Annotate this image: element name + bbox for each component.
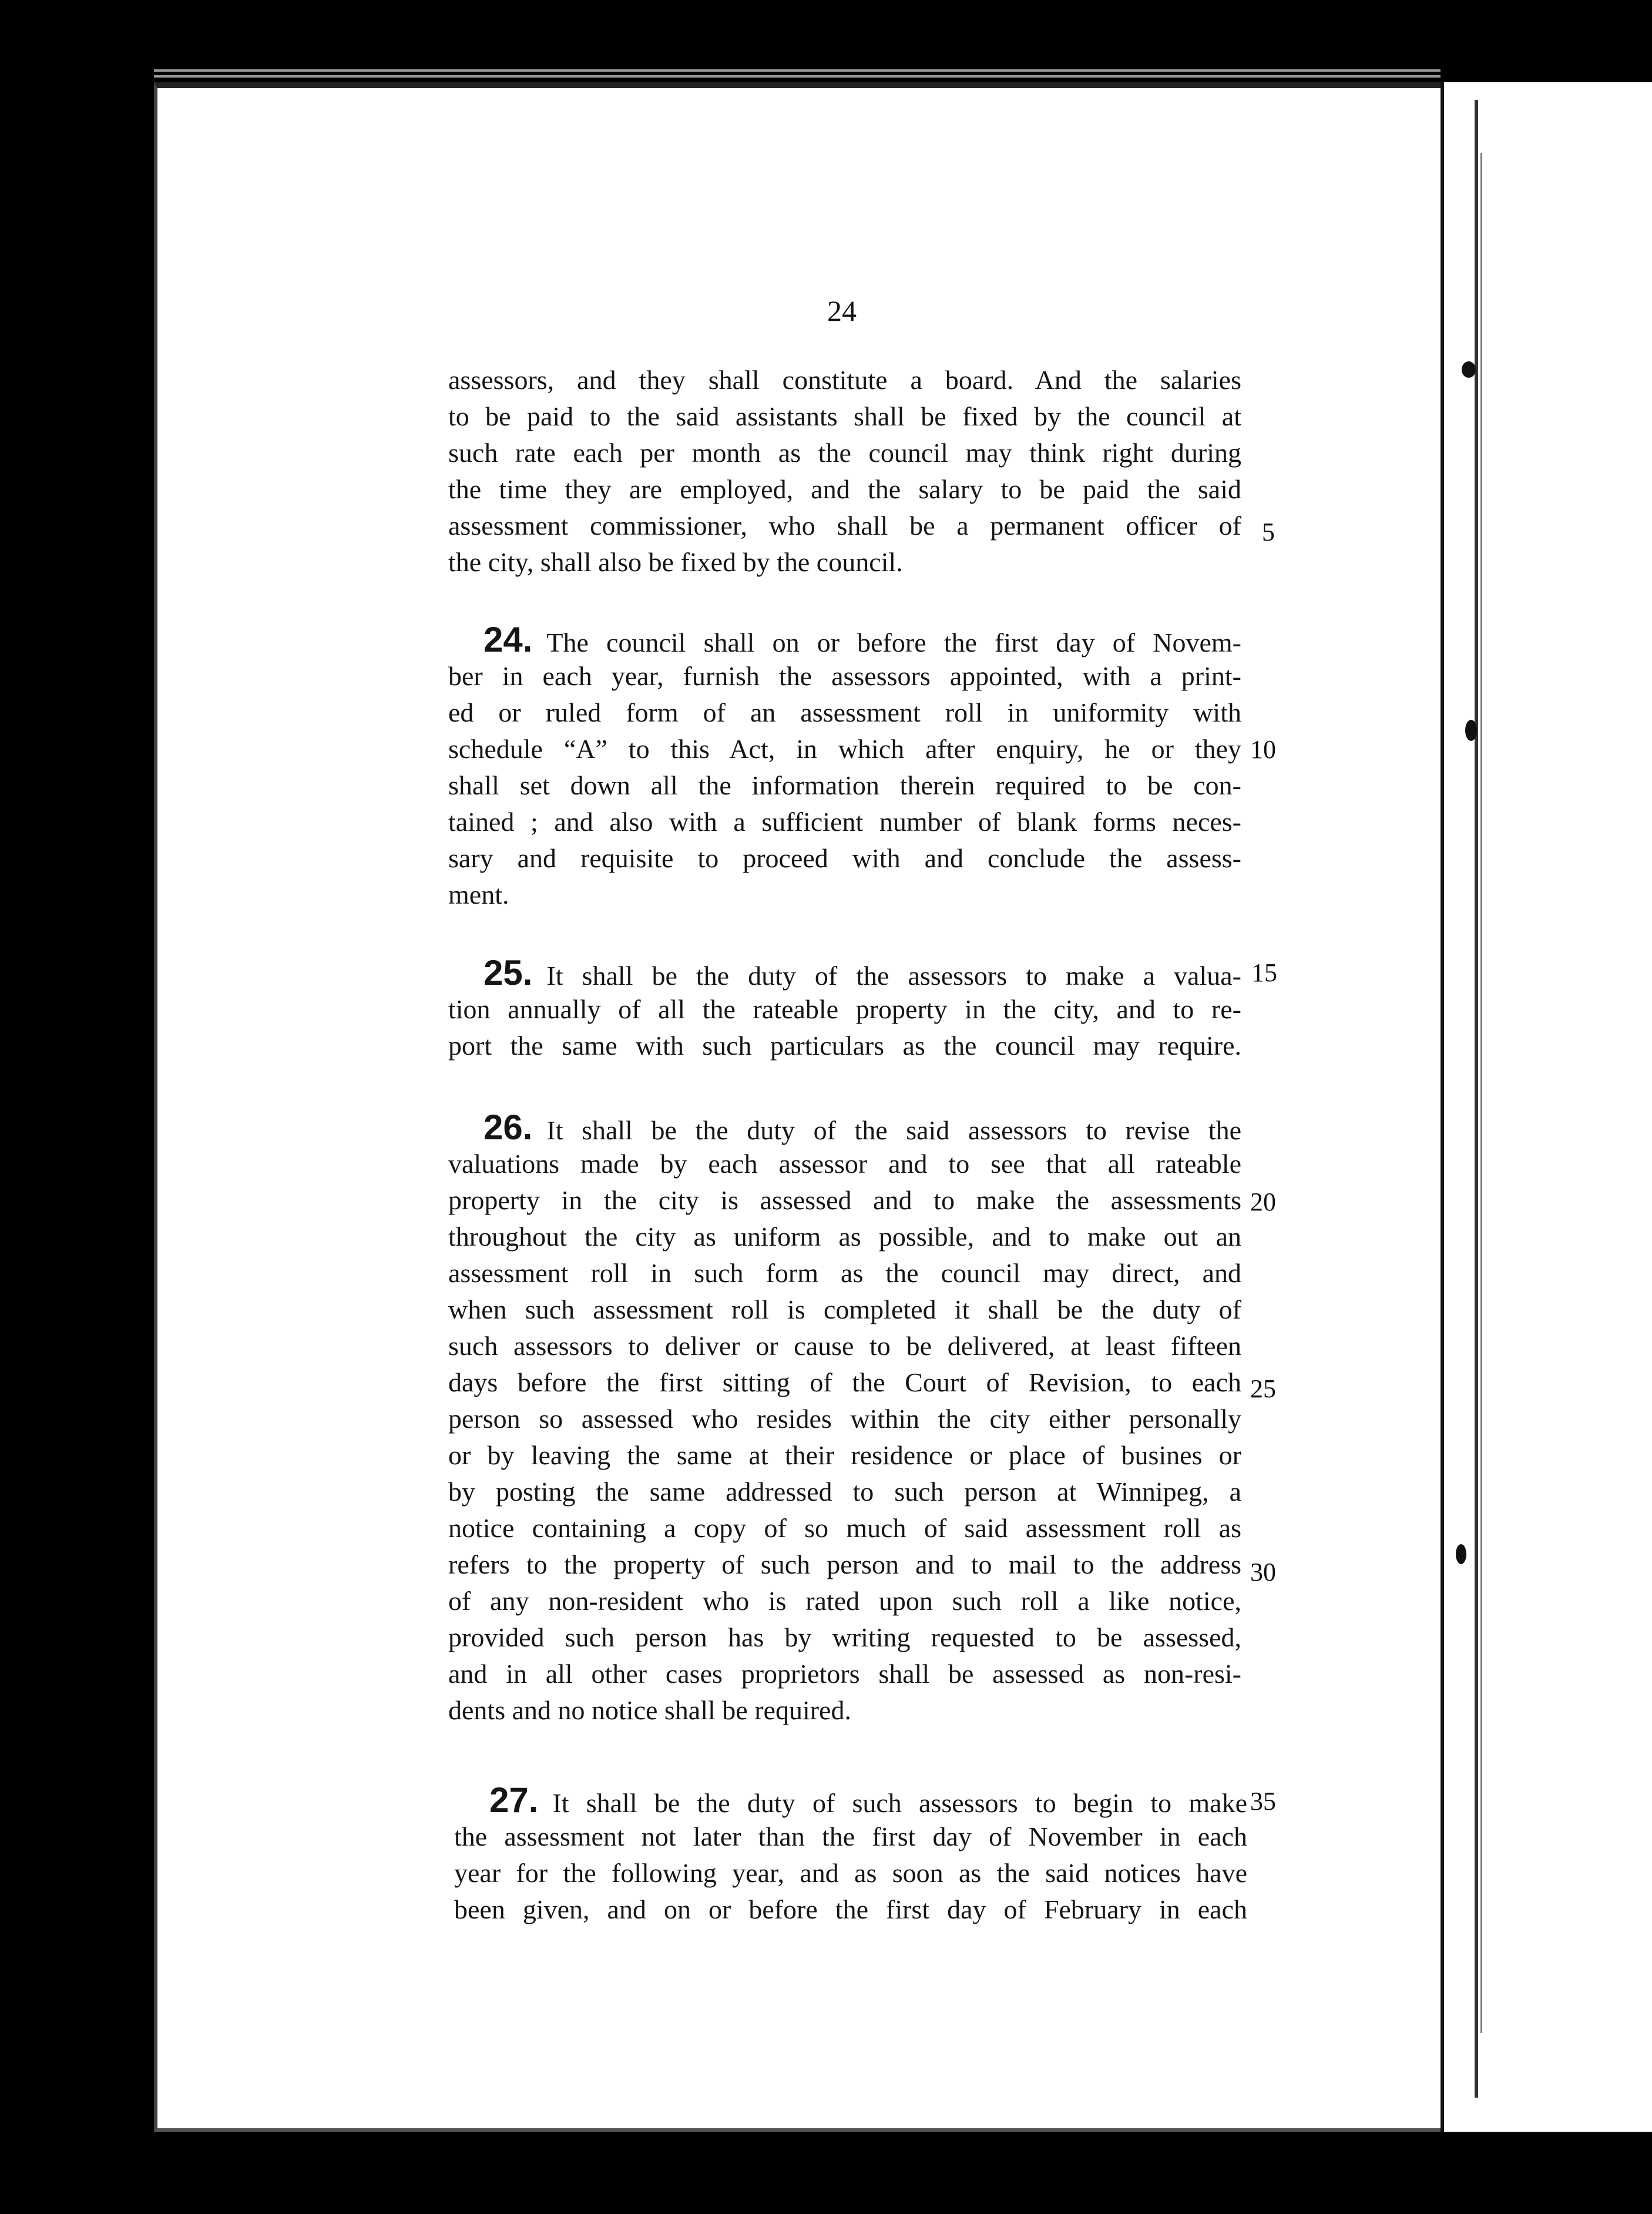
margin-line-number: 30: [1250, 1558, 1276, 1586]
text-line: port the same with such particulars as the council may require.: [448, 1031, 1241, 1061]
text-line: or by leaving the same at their residence or place of busines or: [448, 1440, 1241, 1470]
text-line: when such assessment roll is completed it shall be the duty of: [448, 1294, 1241, 1324]
text-line: the time they are employed, and the salary to be paid the said: [448, 474, 1241, 504]
section-number: 25.: [483, 953, 533, 992]
text-line: days before the first sitting of the Court of Revision, to each: [448, 1367, 1241, 1397]
margin-line-number: 35: [1250, 1787, 1276, 1816]
text-line: notice containing a copy of so much of said assessment roll as: [448, 1513, 1241, 1543]
text-line: of any non-resident who is rated upon such roll a like notice,: [448, 1586, 1241, 1616]
text-line: shall set down all the information therein required to be con-: [448, 770, 1241, 800]
section-number: 26.: [483, 1108, 533, 1147]
text-line: refers to the property of such person and to mail to the address: [448, 1549, 1241, 1579]
text-line: such assessors to deliver or cause to be delivered, at least fifteen: [448, 1331, 1241, 1361]
ink-blot: [1456, 1544, 1466, 1564]
text-line: tained ; and also with a sufficient number of blank forms neces-: [448, 807, 1241, 837]
scan-edge-top: [154, 69, 1441, 72]
text-line: valuations made by each assessor and to see that all rateable: [448, 1149, 1241, 1179]
adjacent-page-edge: [1441, 82, 1652, 2132]
section-first-line: [483, 622, 1241, 661]
text-line: It shall be the duty of the said assessors to revise the: [546, 1115, 1241, 1145]
text-line: ber in each year, furnish the assessors appointed, with a print-: [448, 661, 1241, 691]
text-line: the assessment not later than the first day of November in each: [454, 1821, 1247, 1851]
margin-line-number: 10: [1250, 735, 1276, 764]
text-line: ed or ruled form of an assessment roll in uniformity with: [448, 697, 1241, 727]
text-line: and in all other cases proprietors shall be assessed as non-resi-: [448, 1659, 1241, 1689]
text-line: person so assessed who resides within the city either personally: [448, 1404, 1241, 1434]
text-line: been given, and on or before the first day of February in each: [454, 1894, 1247, 1924]
text-line: It shall be the duty of such assessors to begin to make: [552, 1788, 1247, 1818]
page-edge-line-2: [1480, 153, 1482, 2033]
ink-blot: [1465, 720, 1477, 741]
section-first-line: [483, 1109, 1241, 1149]
text-line: assessors, and they shall constitute a board. And the salaries: [448, 365, 1241, 395]
text-line: It shall be the duty of the assessors to make a valua-: [546, 961, 1241, 991]
section-number: 27.: [489, 1780, 539, 1820]
section-first-line: [483, 955, 1241, 994]
text-line: ment.: [448, 880, 509, 910]
margin-line-number: 15: [1251, 958, 1277, 987]
text-line: The council shall on or before the first day of Novem-: [546, 628, 1241, 658]
section-first-line: [489, 1782, 1247, 1821]
page-number: 24: [827, 294, 857, 327]
text-line: throughout the city as uniform as possible, and to make out an: [448, 1222, 1241, 1252]
text-line: schedule “A” to this Act, in which after enquiry, he or they: [448, 734, 1241, 764]
text-line: assessment commissioner, who shall be a permanent officer of: [448, 511, 1241, 541]
text-line: the city, shall also be fixed by the council.: [448, 547, 903, 577]
text-line: by posting the same addressed to such person at Winnipeg, a: [448, 1477, 1241, 1507]
text-line: year for the following year, and as soon as the said notices have: [454, 1858, 1247, 1888]
text-line: tion annually of all the rateable property in the city, and to re-: [448, 994, 1241, 1024]
section-number: 24.: [483, 620, 533, 659]
page-edge-line: [1475, 100, 1478, 2098]
text-line: sary and requisite to proceed with and conclude the assess-: [448, 843, 1241, 873]
margin-line-number: 25: [1250, 1374, 1276, 1403]
ink-blot: [1462, 361, 1476, 378]
text-line: property in the city is assessed and to make the assessments: [448, 1185, 1241, 1215]
margin-line-number: 5: [1262, 518, 1275, 546]
text-line: such rate each per month as the council may think right during: [448, 438, 1241, 468]
margin-line-number: 20: [1250, 1187, 1276, 1216]
text-line: dents and no notice shall be required.: [448, 1695, 851, 1725]
scan-edge-top-2: [154, 75, 1441, 78]
text-line: provided such person has by writing requested to be assessed,: [448, 1622, 1241, 1652]
text-line: to be paid to the said assistants shall be fixed by the council at: [448, 401, 1241, 431]
text-line: assessment roll in such form as the council may direct, and: [448, 1258, 1241, 1288]
